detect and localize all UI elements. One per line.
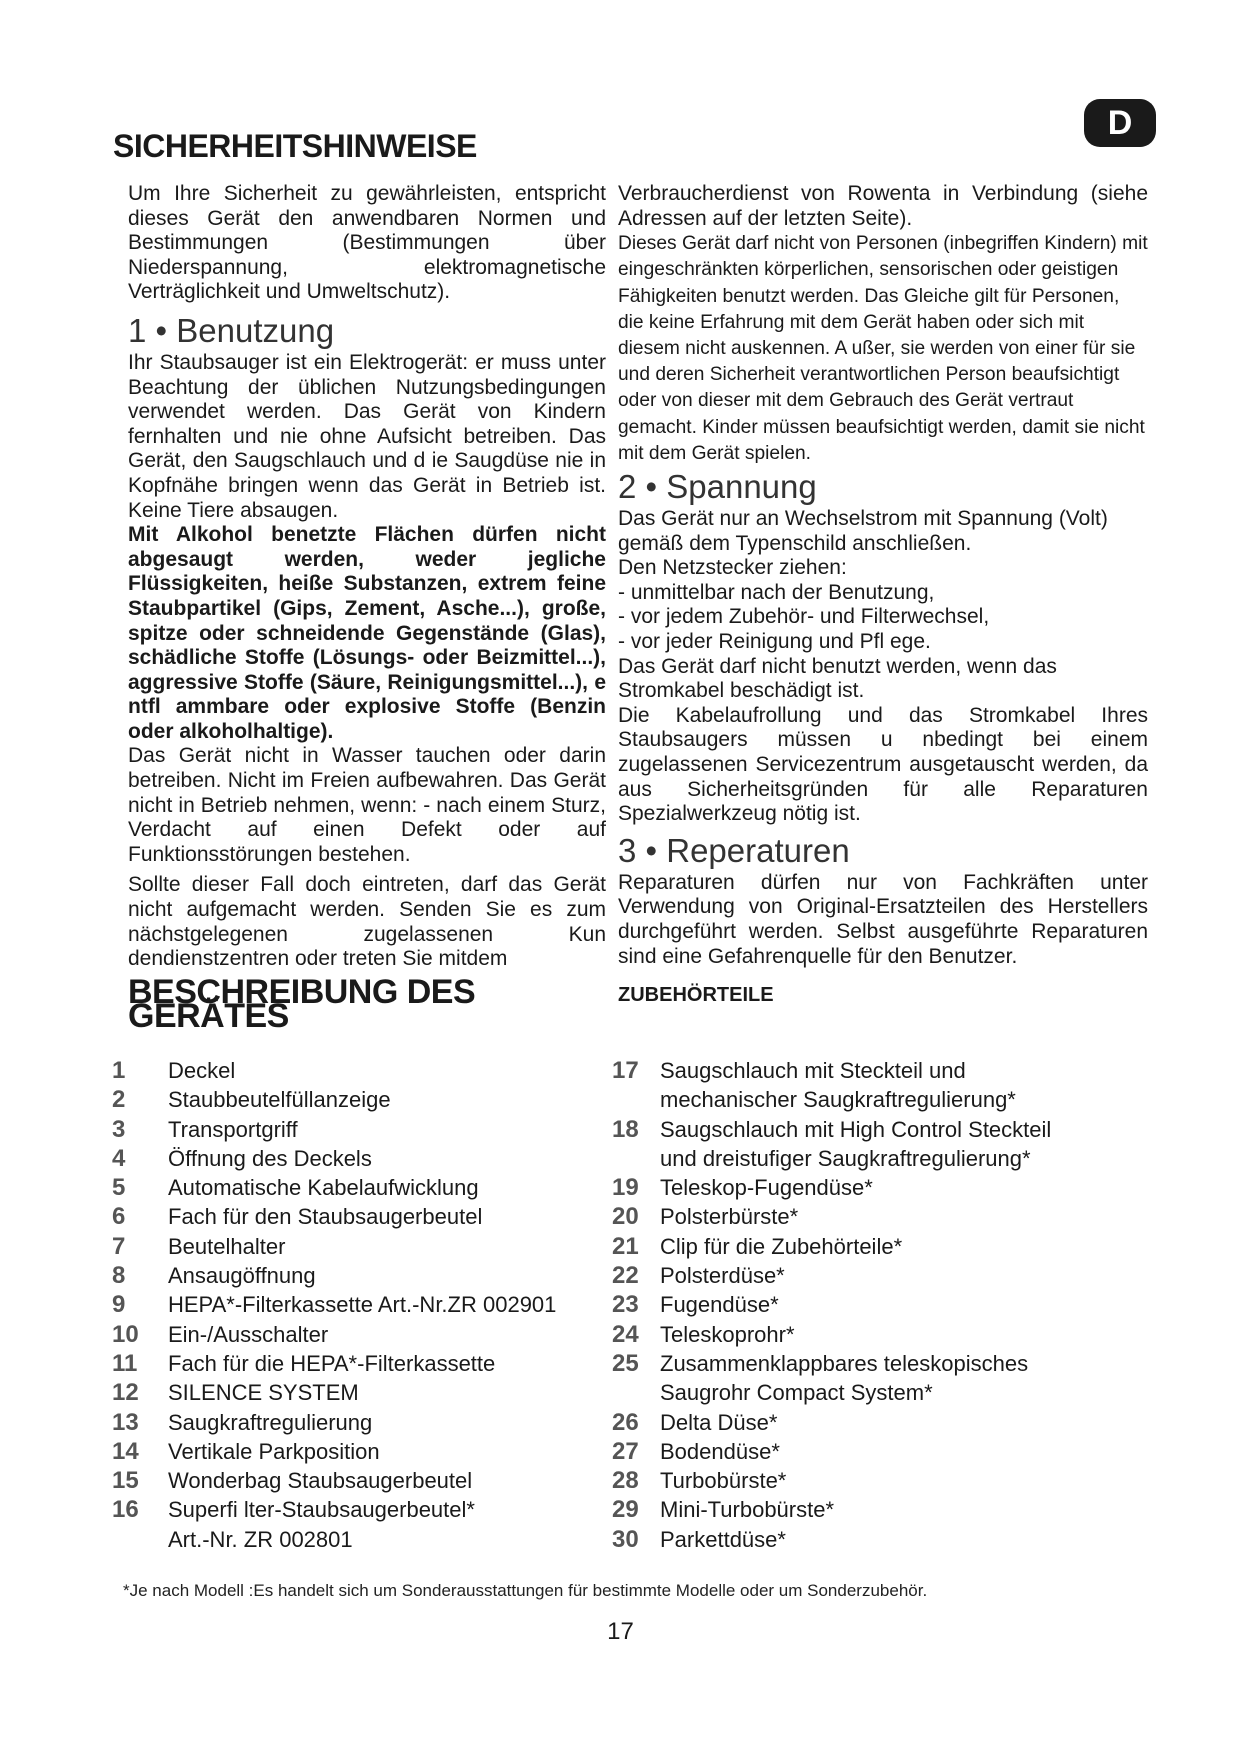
item-number: 24 bbox=[612, 1320, 639, 1348]
intro-paragraph: Um Ihre Sicherheit zu gewährleisten, entspricht dieses Gerät den anwendbaren Normen und Bestimmungen (Bestimmungen über Niederspannung, elektromagnetische Verträglichkeit und Umweltschutz). bbox=[128, 182, 606, 304]
language-badge: D bbox=[1084, 99, 1156, 147]
list-item bbox=[612, 1173, 1162, 1202]
item-continuation: und dreistufiger Saugkraftregulierung* bbox=[660, 1145, 1031, 1171]
section-1-paragraph-3: Sollte dieser Fall doch eintreten, darf das Gerät nicht aufgemacht werden. Senden Sie es zum nächstgelegenen zugelassenen Kun dendienstzentren oder treten Sie mitdem bbox=[128, 873, 606, 971]
item-number: 10 bbox=[112, 1320, 139, 1348]
page-title: SICHERHEITSHINWEISE bbox=[113, 128, 477, 164]
item-label: Teleskoprohr* bbox=[660, 1321, 795, 1347]
item-number: 12 bbox=[112, 1379, 139, 1407]
item-label: Polsterbürste* bbox=[660, 1204, 799, 1230]
item-number: 15 bbox=[112, 1467, 139, 1495]
list-item bbox=[112, 1349, 612, 1378]
item-number: 9 bbox=[112, 1291, 126, 1319]
item-label: Fach für den Staubsaugerbeutel bbox=[168, 1204, 483, 1230]
item-continuation: Art.-Nr. ZR 002801 bbox=[168, 1526, 353, 1552]
item-number: 6 bbox=[112, 1203, 126, 1231]
section-2-list-item: - vor jeder Reinigung und Pfl ege. bbox=[618, 629, 931, 653]
item-label: Mini-Turbobürste* bbox=[660, 1497, 835, 1523]
item-label: Ein-/Ausschalter bbox=[168, 1321, 329, 1347]
list-item bbox=[612, 1290, 1162, 1319]
section-2-list-item: - vor jedem Zubehör- und Filterwechsel, bbox=[618, 605, 990, 629]
item-label: Vertikale Parkposition bbox=[168, 1438, 380, 1464]
parts-list-right bbox=[612, 1056, 1162, 1554]
section-2-list-item: - unmittelbar nach der Benutzung, bbox=[618, 580, 935, 604]
right-column bbox=[618, 182, 1148, 1014]
list-item bbox=[112, 1378, 612, 1407]
item-number: 26 bbox=[612, 1408, 639, 1436]
list-item bbox=[112, 1495, 612, 1524]
list-item bbox=[612, 1349, 1162, 1378]
item-number: 21 bbox=[612, 1232, 639, 1260]
item-number: 25 bbox=[612, 1349, 639, 1377]
item-label: Deckel bbox=[168, 1058, 236, 1083]
section-2-paragraph: Das Gerät nur an Wechselstrom mit Spannung (Volt) gemäß dem Typenschild anschließen. bbox=[618, 507, 1108, 555]
item-number: 28 bbox=[612, 1467, 639, 1495]
item-number: 29 bbox=[612, 1496, 639, 1524]
item-number: 4 bbox=[112, 1144, 126, 1172]
item-label: Delta Düse* bbox=[660, 1409, 778, 1435]
item-number: 11 bbox=[112, 1349, 138, 1377]
list-item bbox=[612, 1320, 1162, 1349]
list-item bbox=[112, 1202, 612, 1231]
item-label: Polsterdüse* bbox=[660, 1263, 785, 1289]
section-2-paragraph-3: Die Kabelaufrollung und das Stromkabel Ihres Staubsaugers müssen u nbedingt bei einem zugelassenen Servicezentrum ausgetauscht werden, da aus Sicherheitsgründen für alle Reparaturen Spezialwerkzeug nötig ist. bbox=[618, 703, 1148, 826]
item-number: 27 bbox=[612, 1437, 639, 1465]
item-label: Fach für die HEPA*-Filterkassette bbox=[168, 1350, 496, 1376]
list-item bbox=[612, 1202, 1162, 1231]
section-1-heading: 1 • Benutzung bbox=[128, 311, 335, 349]
item-number: 18 bbox=[612, 1115, 639, 1143]
item-label: Turbobürste* bbox=[660, 1468, 787, 1494]
item-label: SILENCE SYSTEM bbox=[168, 1380, 359, 1406]
list-item bbox=[112, 1232, 612, 1261]
item-number: 8 bbox=[112, 1262, 126, 1290]
item-label: Transportgriff bbox=[168, 1116, 298, 1142]
list-item bbox=[112, 1115, 612, 1144]
item-label: Beutelhalter bbox=[168, 1233, 286, 1259]
list-item bbox=[112, 1320, 612, 1349]
item-label: Bodendüse* bbox=[660, 1438, 780, 1464]
item-label: Wonderbag Staubsaugerbeutel bbox=[168, 1468, 473, 1494]
list-item bbox=[112, 1290, 612, 1319]
section-3-heading: 3 • Reperaturen bbox=[618, 831, 850, 869]
item-label: Teleskop-Fugendüse* bbox=[660, 1175, 873, 1201]
item-number: 1 bbox=[112, 1057, 126, 1084]
item-label: Automatische Kabelaufwicklung bbox=[168, 1175, 479, 1201]
item-label: Saugkraftregulierung bbox=[168, 1409, 373, 1435]
list-item bbox=[612, 1495, 1162, 1524]
list-item bbox=[612, 1115, 1162, 1144]
item-label: Öffnung des Deckels bbox=[168, 1145, 372, 1171]
section-1-warning: Mit Alkohol benetzte Flächen dürfen nicht abgesaugt werden, weder jegliche Flüssigkeiten, heiße Substanzen, extrem feine Staubpartikel (Gips, Zement, Asche...), große, spitze oder schneidende Gegenstände (Glas), schädliche Stoffe (Lösungs- oder Beizmittel...), aggressive Stoffe (Säure, Reinigungsmittel...), e ntfl ammbare oder explosive Stoffe (Benzin oder alkoholhaltige). bbox=[128, 523, 606, 743]
list-item bbox=[612, 1525, 1162, 1554]
list-item bbox=[612, 1408, 1162, 1437]
item-label: Clip für die Zubehörteile* bbox=[660, 1233, 903, 1259]
item-label: Ansaugöffnung bbox=[168, 1263, 316, 1289]
list-item bbox=[112, 1261, 612, 1290]
list-item bbox=[112, 1437, 612, 1466]
item-continuation: mechanischer Saugkraftregulierung* bbox=[660, 1087, 1016, 1113]
item-number: 20 bbox=[612, 1203, 639, 1231]
list-item bbox=[612, 1466, 1162, 1495]
item-number: 17 bbox=[612, 1057, 639, 1084]
item-label: Saugschlauch mit Steckteil und bbox=[660, 1058, 966, 1083]
page-number: 17 bbox=[607, 1618, 634, 1645]
list-item bbox=[112, 1466, 612, 1495]
list-item bbox=[112, 1408, 612, 1437]
description-heading: BESCHREIBUNG DES GERÄTES bbox=[128, 972, 476, 1036]
list-item bbox=[612, 1261, 1162, 1290]
left-column bbox=[128, 182, 606, 1036]
item-label: HEPA*-Filterkassette Art.-Nr.ZR 002901 bbox=[168, 1292, 557, 1318]
list-item bbox=[112, 1085, 612, 1114]
list-item bbox=[612, 1437, 1162, 1466]
item-label: Parkettdüse* bbox=[660, 1526, 786, 1552]
parts-list-left bbox=[112, 1056, 612, 1554]
list-item bbox=[112, 1056, 612, 1085]
footnote: *Je nach Modell :Es handelt sich um Sonderausstattungen für bestimmte Modelle oder um Sonderzubehör. bbox=[123, 1581, 928, 1600]
item-label: Fugendüse* bbox=[660, 1292, 779, 1318]
item-number: 22 bbox=[612, 1262, 639, 1290]
section-3-paragraph: Reparaturen dürfen nur von Fachkräften unter Verwendung von Original-Ersatzteilen des Herstellers durchgeführt werden. Selbst ausgeführte Reparaturen sind eine Gefahrenquelle für den Benutzer. bbox=[618, 870, 1148, 968]
item-number: 14 bbox=[112, 1437, 139, 1465]
section-2-list-intro: Den Netzstecker ziehen: bbox=[618, 556, 847, 580]
continued-paragraph: Verbraucherdienst von Rowenta in Verbindung (siehe Adressen auf der letzten Seite). bbox=[618, 182, 1148, 230]
item-number: 16 bbox=[112, 1496, 139, 1524]
list-item bbox=[612, 1056, 1162, 1085]
list-item bbox=[612, 1232, 1162, 1261]
section-2-heading: 2 • Spannung bbox=[618, 468, 817, 506]
section-1-paragraph: Ihr Staubsauger ist ein Elektrogerät: er muss unter Beachtung der üblichen Nutzungsbedingungen verwendet werden. Das Gerät von Kindern fernhalten und nie ohne Aufsicht betreiben. Das Gerät, den Saugschlauch und d ie Saugdüse nie in Kopfnähe bringen wenn das Gerät in Betrieb ist. Keine Tiere absaugen. bbox=[128, 350, 606, 522]
persons-paragraph: Dieses Gerät darf nicht von Personen (inbegriffen Kindern) mit eingeschränkten körperlichen, sensorischen oder geistigen Fähigkeiten benutzt werden. Das Gleiche gilt für Personen, die keine Erfahrung mit dem Gerät haben oder sich mit diesem nicht auskennen. A ußer, sie werden von einer für sie und deren Sicherheit verantwortlichen Person beaufsichtigt oder von dieser mit dem Gebrauch des Gerät vertraut gemacht. Kinder müssen beaufsichtigt werden, damit sie nicht mit dem Gerät spielen. bbox=[618, 233, 1148, 464]
item-label: Staubbeutelfüllanzeige bbox=[168, 1087, 391, 1113]
item-label: Saugschlauch mit High Control Steckteil bbox=[660, 1116, 1052, 1142]
list-item bbox=[112, 1173, 612, 1202]
item-number: 2 bbox=[112, 1086, 126, 1114]
item-number: 19 bbox=[612, 1174, 639, 1202]
item-label: Zusammenklappbares teleskopisches bbox=[660, 1350, 1029, 1376]
section-2-paragraph-2: Das Gerät darf nicht benutzt werden, wenn das Stromkabel beschädigt ist. bbox=[618, 654, 1057, 703]
list-item bbox=[112, 1144, 612, 1173]
item-number: 5 bbox=[112, 1174, 126, 1202]
accessories-heading: ZUBEHÖRTEILE bbox=[618, 984, 774, 1007]
item-number: 7 bbox=[112, 1232, 126, 1260]
item-number: 23 bbox=[612, 1291, 639, 1319]
item-continuation: Saugrohr Compact System* bbox=[660, 1380, 933, 1406]
item-number: 3 bbox=[112, 1115, 126, 1143]
item-number: 30 bbox=[612, 1525, 639, 1553]
section-1-paragraph-2: Das Gerät nicht in Wasser tauchen oder darin betreiben. Nicht im Freien aufbewahren. Das Gerät nicht in Betrieb nehmen, wenn: - nach einem Sturz, Verdacht auf einen Defekt oder auf Funktionsstörungen bestehen. bbox=[128, 744, 606, 866]
item-label: Superfi lter-Staubsaugerbeutel* bbox=[168, 1497, 475, 1523]
item-number: 13 bbox=[112, 1408, 139, 1436]
